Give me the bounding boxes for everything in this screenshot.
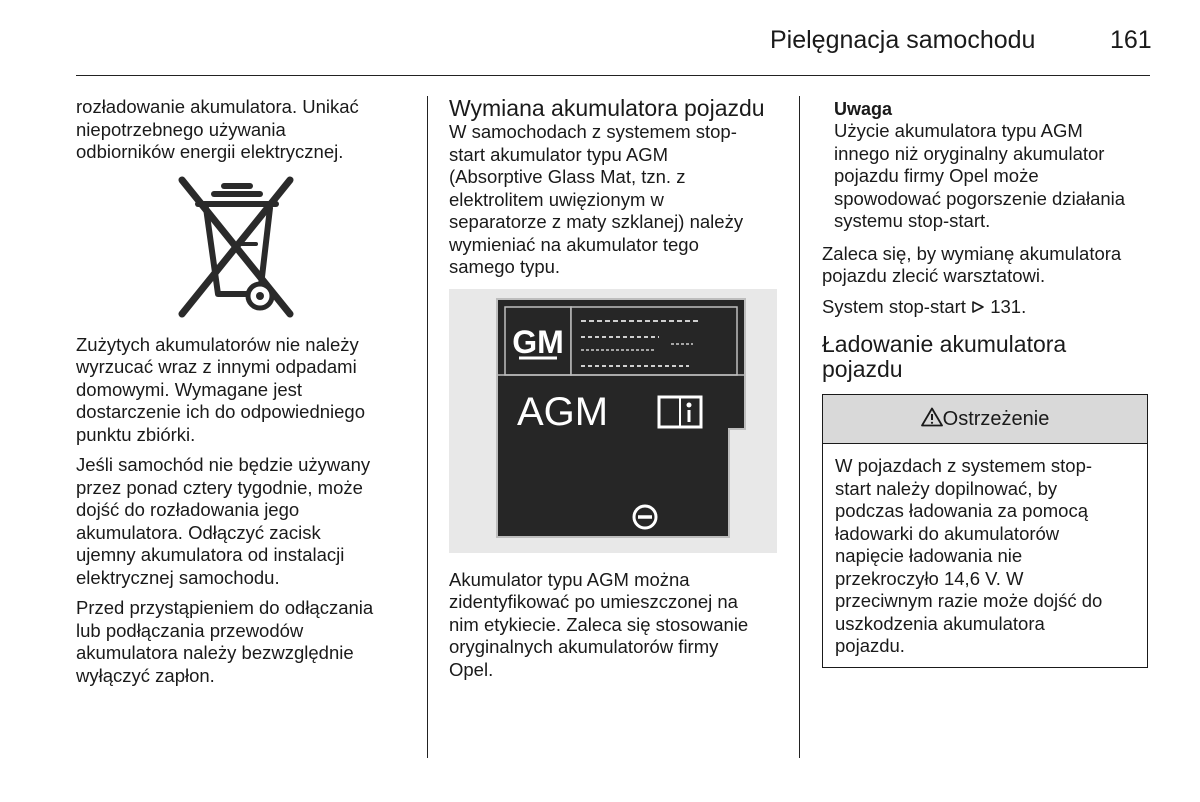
stop-start-ref-text: System stop-start [822, 295, 972, 317]
paragraph-disposal: Zużytych akumulatorów nie należy wyrzucać wraz z innymi odpadami domowymi. Wymagane jest dostarczenie ich do odpowiedniego punktu zbiórki. [76, 333, 366, 445]
agm-label-figure [449, 289, 777, 553]
warning-body: W pojazdach z systemem stop- start należy dopilnować, by podczas ładowania za pomocą ładowarki do akumulatorów napięcie ładowania nie przekroczyło 14,6 V. W przeciwnym razie może dojść do uszkodzenia akumulatora pojazdu. [835, 455, 1103, 656]
agm-type-label: AGM [517, 389, 609, 434]
paragraph-workshop: Zaleca się, by wymianę akumulatora pojazdu zlecić warsztatowi. [822, 242, 1122, 286]
column-divider-left [427, 96, 428, 758]
paragraph-stop-start-ref [822, 296, 1150, 319]
warning-box [822, 394, 1148, 668]
warning-triangle-icon [921, 407, 943, 427]
paragraph-ignition-off: Przed przystąpieniem do odłączania lub podłączania przewodów akumulatora należy bezwzględnie wyłączyć zapłon. [76, 597, 374, 686]
section-heading-battery-charging: Ładowanie akumulatora pojazdu [822, 331, 1067, 382]
paragraph-battery-discharge: rozładowanie akumulatora. Unikać niepotrzebnego używania odbiorników energii elektrycznej. [76, 96, 359, 162]
chapter-title: Pielęgnacja samochodu [770, 26, 1036, 54]
gm-logo: GM [512, 323, 564, 360]
header-divider [76, 75, 1150, 76]
column-right [822, 96, 1150, 668]
paragraph-agm-identification: Akumulator typu AGM można zidentyfikować po umieszczonej na nim etykiecie. Zaleca się stosowanie oryginalnych akumulatorów firmy Opel. [449, 568, 749, 680]
notice-box [834, 98, 1150, 233]
crossed-out-wheelie-bin-icon [176, 174, 296, 320]
column-divider-right [799, 96, 800, 758]
notice-title: Uwaga [834, 99, 893, 119]
section-heading-battery-replacement: Wymiana akumulatora pojazdu [449, 95, 765, 121]
warning-title: Ostrzeżenie [942, 408, 1050, 430]
cross-reference-arrow-icon[interactable] [971, 300, 985, 314]
column-left [76, 96, 416, 695]
recycling-figure [76, 172, 416, 322]
warning-header [823, 395, 1147, 444]
paragraph-agm-replacement: W samochodach z systemem stop- start akumulator typu AGM (Absorptive Glass Mat, tzn. z elektrolitem uwięzionym w separatorze z maty szklanej) należy wymieniać na akumulator tego samego typu. [449, 121, 744, 277]
paragraph-long-parking: Jeśli samochód nie będzie używany przez ponad cztery tygodnie, może dojść do rozładowania jego akumulatora. Odłączyć zacisk ujemny akumulatora od instalacji elektrycznej samochodu. [76, 454, 371, 588]
column-middle [449, 96, 789, 689]
page-number: 161 [1110, 26, 1152, 54]
stop-start-ref-page[interactable]: 131. [990, 295, 1027, 317]
notice-body: Użycie akumulatora typu AGM innego niż oryginalny akumulator pojazdu firmy Opel może spowodować pogorszenie działania systemu stop-start. [834, 120, 1126, 231]
